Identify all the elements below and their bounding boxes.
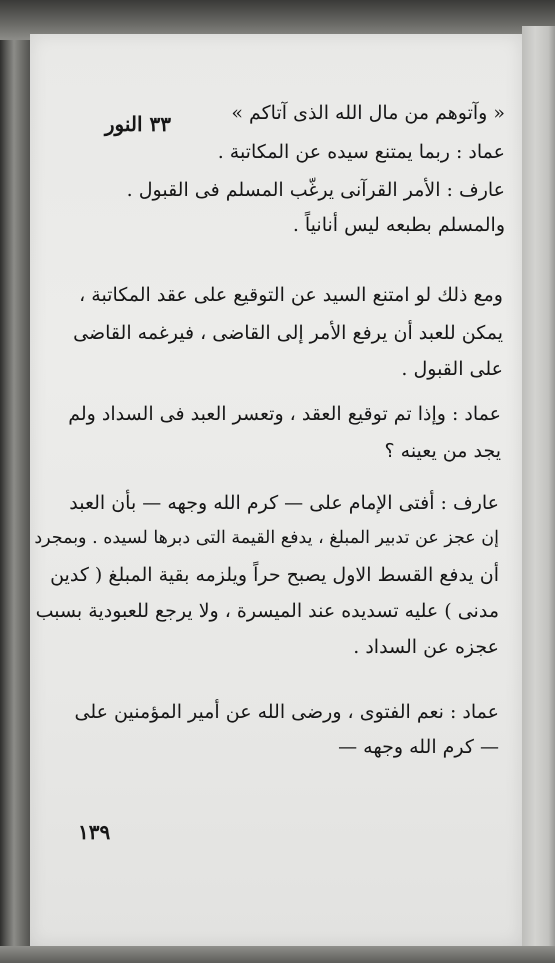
paragraph-line: عجزه عن السداد . xyxy=(353,636,499,658)
paragraph-line: على القبول . xyxy=(401,358,503,380)
paragraph-line: يمكن للعبد أن يرفع الأمر إلى القاضى ، فيرغمه القاضى xyxy=(73,322,503,344)
dialogue-line: عماد : نعم الفتوى ، ورضى الله عن أمير المؤمنين على xyxy=(74,701,499,723)
dialogue-line: يجد من يعينه ؟ xyxy=(384,440,501,462)
page-number: ١٣٩ xyxy=(78,820,111,844)
quran-quote: « وآتوهم من مال الله الذى آتاكم » xyxy=(231,102,505,124)
paragraph-line: ومع ذلك لو امتنع السيد عن التوقيع على عقد المكاتبة ، xyxy=(79,284,503,306)
paragraph-line: إن عجز عن تدبير المبلغ ، يدفع القيمة التى دبرها لسيده . وبمجرد xyxy=(34,528,499,548)
book-gutter xyxy=(522,26,555,956)
bottom-edge xyxy=(0,946,555,963)
sura-reference: ٣٣ النور xyxy=(104,112,171,136)
dialogue-line: — كرم الله وجهه — xyxy=(338,736,499,758)
paper-page xyxy=(30,34,522,948)
dialogue-line: عماد : ربما يمتنع سيده عن المكاتبة . xyxy=(217,141,505,163)
paragraph-line: أن يدفع القسط الاول يصبح حراً ويلزمه بقية المبلغ ( كدين xyxy=(50,564,499,586)
dialogue-line: عارف : أفتى الإمام على — كرم الله وجهه — بأن العبد xyxy=(69,492,499,514)
dialogue-line: والمسلم بطبعه ليس أنانياً . xyxy=(292,214,505,236)
paragraph-line: مدنى ) عليه تسديده عند الميسرة ، ولا يرجع للعبودية بسبب xyxy=(35,600,499,622)
dialogue-line: عماد : وإذا تم توقيع العقد ، وتعسر العبد فى السداد ولم xyxy=(68,403,501,425)
dialogue-line: عارف : الأمر القرآنى يرغّب المسلم فى القبول . xyxy=(126,179,505,201)
